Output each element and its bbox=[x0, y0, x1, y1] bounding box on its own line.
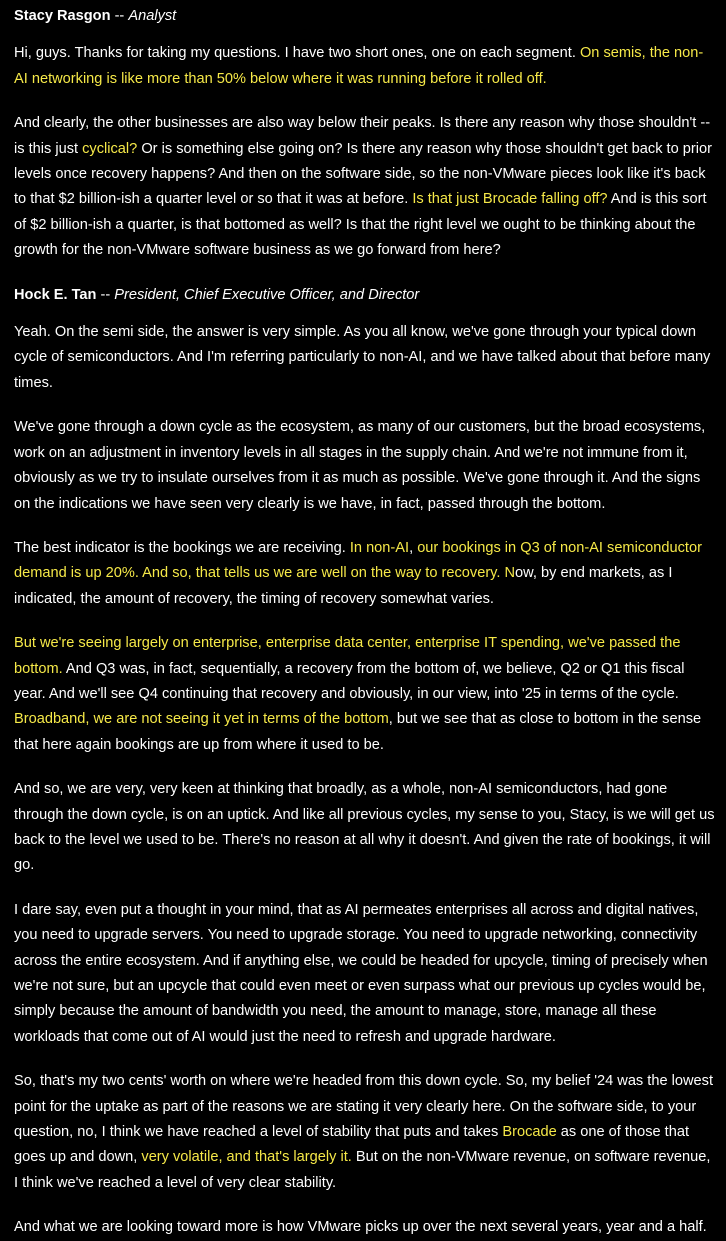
highlighted-text: In non-AI bbox=[349, 539, 410, 556]
text-run: The best indicator is the bookings we are receiving. bbox=[14, 539, 350, 556]
text-run: , but we see that as close to bottom in the sense that here again bookings are up from where it used to be. bbox=[14, 711, 702, 753]
speaker-line-analyst bbox=[14, 4, 717, 29]
text-run: And Q3 was, in fact, sequentially, a recovery from the bottom of, we believe, Q2 or Q1 this fiscal year. And we'll see Q4 continuing that recovery and obviously, in our view, into '25 in terms of the cycle. bbox=[14, 660, 685, 702]
text-run: And so, we are very, very keen at thinking that broadly, as a whole, non-AI semiconductors, had gone through the down cycle, is on an uptick. And like all previous cycles, my sense to you, Stacy, is we will get us back to the level we used to be. There's no reason at all why it doesn't. And given the rate of bookings, it will go. bbox=[14, 781, 715, 874]
paragraph bbox=[14, 1069, 717, 1196]
text-run: And clearly, the other businesses are also way below their peaks. Is there any reason why those shouldn't -- is this just bbox=[14, 115, 711, 157]
highlighted-text: Is that just Brocade falling off? bbox=[412, 191, 608, 208]
paragraph bbox=[14, 320, 717, 396]
paragraph bbox=[14, 898, 717, 1050]
paragraph bbox=[14, 111, 717, 263]
text-run: Or is something else going on? Is there any reason why those shouldn't get back to prior levels once recovery happens? And then on the software side, so the non-VMware pieces look like it's back to that $2 billion-ish a quarter level or so that it was at before. bbox=[14, 140, 712, 208]
text-run: And what we are looking toward more is how VMware picks up over the next several years, year and a half. bbox=[14, 1219, 707, 1236]
highlighted-text: Brocade bbox=[502, 1124, 557, 1141]
speaker-role: President, Chief Executive Officer, and Director bbox=[114, 286, 420, 303]
paragraph bbox=[14, 41, 717, 92]
highlighted-text: But we're seeing largely on enterprise, enterprise data center, enterprise IT spending, we've passed the bottom. bbox=[14, 635, 681, 677]
text-run: Hi, guys. Thanks for taking my questions. I have two short ones, one on each segment. bbox=[14, 45, 580, 62]
paragraph bbox=[14, 777, 717, 879]
highlighted-text: On semis, the non-AI networking is like more than 50% below where it was running before it rolled off. bbox=[14, 45, 704, 87]
highlighted-text: very volatile, and that's largely it. bbox=[141, 1149, 352, 1166]
paragraph bbox=[14, 631, 717, 758]
text-run: I dare say, even put a thought in your mind, that as AI permeates enterprises all across and digital natives, you need to upgrade servers. You need to upgrade storage. You need to upgrade networking, connectivity across the entire ecosystem. And if anything else, we could be headed for upcycle, timing of precisely when we're not sure, but an upcycle that could even meet or even surpass what our previous up cycles would be, simply because the amount of bandwidth you need, the amount to manage, store, manage all these workloads that come out of AI would just the need to refresh and upgrade hardware. bbox=[14, 901, 708, 1045]
paragraph bbox=[14, 1215, 717, 1240]
text-run: Yeah. On the semi side, the answer is very simple. As you all know, we've gone through your typical down cycle of semiconductors. And I'm referring particularly to non-AI, and we have talked about that before many times. bbox=[14, 324, 711, 391]
speaker-separator: -- bbox=[110, 8, 129, 24]
text-run: , bbox=[409, 539, 418, 556]
highlighted-text: Broadband, we are not seeing it yet in terms of the bottom bbox=[14, 711, 389, 728]
speaker-line-executive bbox=[14, 283, 717, 308]
speaker-name: Stacy Rasgon bbox=[14, 8, 111, 24]
highlighted-text: cyclical? bbox=[82, 140, 138, 157]
text-run: But on the non-VMware revenue, on software revenue, I think we've reached a level of very clear stability. bbox=[14, 1149, 711, 1191]
text-run: We've gone through a down cycle as the ecosystem, as many of our customers, but the broad ecosystems, work on an adjustment in inventory levels in all stages in the supply chain. And we're not immune from it, obviously as we try to insulate ourselves from it as much as possible. We've gone through it. And the signs on the indications we have seen very clearly is we have, in fact, passed through the bottom. bbox=[14, 419, 706, 512]
speaker-role: Analyst bbox=[128, 8, 177, 24]
speaker-name: Hock E. Tan bbox=[14, 286, 97, 303]
paragraph bbox=[14, 415, 717, 517]
text-run: ow, by end markets, as I indicated, the amount of recovery, the timing of recovery somewhat varies. bbox=[14, 565, 673, 607]
text-run: And is this sort of $2 billion-ish a quarter, is that bottomed as well? Is that the right level we ought to be thinking about the growth for the non-VMware software business as we go forward from here? bbox=[14, 191, 707, 259]
text-run: as one of those that goes up and down, bbox=[14, 1124, 689, 1166]
paragraph bbox=[14, 536, 717, 612]
text-run: So, that's my two cents' worth on where we're headed from this down cycle. So, my belief '24 was the lowest point for the uptake as part of the reasons we are stating it very clearly here. On the software side, to your question, no, I think we have reached a level of stability that puts and takes bbox=[14, 1073, 713, 1141]
highlighted-text: our bookings in Q3 of non-AI semiconductor demand is up 20%. And so, that tells us we are well on the way to recovery. N bbox=[14, 539, 702, 582]
speaker-separator: -- bbox=[96, 286, 115, 303]
